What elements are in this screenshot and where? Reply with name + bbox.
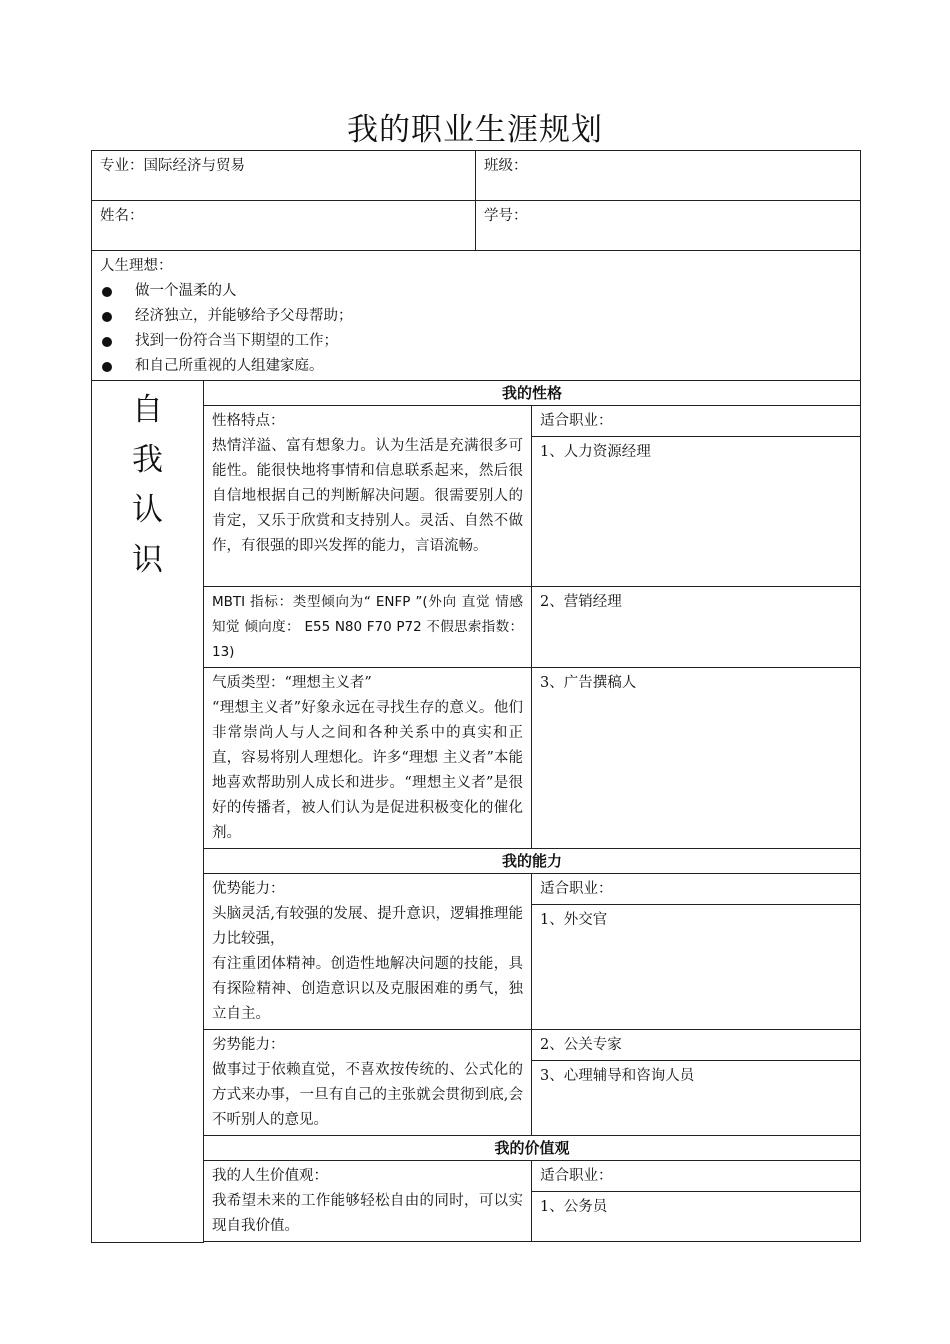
list-item: 经济独立，并能够给予父母帮助； <box>100 304 852 329</box>
mbti-cell: MBTI 指标：类型倾向为“ ENFP ”(外向 直觉 情感 知觉 倾向度： E55 N80 F70 P72 不假思索指数：13) <box>204 587 532 668</box>
life-values-text: 我希望未来的工作能够轻松自由的同时，可以实现自我价值。 <box>212 1193 523 1234</box>
weakness-text: 做事过于依赖直觉，不喜欢按传统的、公式化的方式来办事，一旦有自己的主张就会贯彻到底,会不听别人的意见。 <box>212 1062 523 1128</box>
weakness-cell <box>204 1030 532 1136</box>
temperament-label: 气质类型：“理想主义者” <box>212 675 372 691</box>
ability-job-1: 1、外交官 <box>532 905 861 1030</box>
personality-job-3: 3、广告撰稿人 <box>532 668 861 849</box>
strengths-text: 头脑灵活,有较强的发展、提升意识，逻辑推理能力比较强， 有注重团体精神。创造性地解决问题的技能，具有探险精神、创造意识以及克服困难的勇气，独立自主。 <box>212 906 523 1022</box>
ability-header: 我的能力 <box>204 849 861 874</box>
strengths-label: 优势能力： <box>212 881 285 897</box>
traits-text: 热情洋溢、富有想象力。认为生活是充满很多可能性。能很快地将事情和信息联系起来，然后很自信地根据自己的判断解决问题。很需要别人的肯定，又乐于欣赏和支持别人。灵活、自然不做作，有很强的即兴发挥的能力，言语流畅。 <box>212 438 523 554</box>
values-jobs-label: 适合职业： <box>532 1161 861 1192</box>
self-awareness-label: 自 我 认 识 <box>92 381 204 1243</box>
life-ideals-label: 人生理想： <box>100 258 173 274</box>
personality-traits-cell <box>204 406 532 587</box>
list-item: 做一个温柔的人 <box>100 279 852 304</box>
life-ideals-list <box>100 279 852 379</box>
class-cell: 班级： <box>476 151 861 201</box>
bullet-icon <box>102 312 112 322</box>
list-item: 和自己所重视的人组建家庭。 <box>100 354 852 379</box>
life-ideals-cell <box>92 251 861 381</box>
list-item: 找到一份符合当下期望的工作； <box>100 329 852 354</box>
temperament-cell <box>204 668 532 849</box>
bullet-icon <box>102 287 112 297</box>
ability-jobs-label: 适合职业： <box>532 874 861 905</box>
ability-job-2: 2、公关专家 <box>532 1030 861 1061</box>
traits-label: 性格特点： <box>212 413 285 429</box>
ability-job-3: 3、心理辅导和咨询人员 <box>532 1061 861 1136</box>
values-job-1: 1、公务员 <box>532 1192 861 1242</box>
personality-jobs-label: 适合职业： <box>532 406 861 437</box>
career-plan-table <box>91 150 861 1243</box>
student-id-cell: 学号： <box>476 201 861 251</box>
life-values-cell <box>204 1161 532 1242</box>
bullet-icon <box>102 337 112 347</box>
page-title: 我的职业生涯规划 <box>347 112 603 148</box>
values-header: 我的价值观 <box>204 1136 861 1161</box>
personality-job-1: 1、人力资源经理 <box>532 437 861 587</box>
life-values-label: 我的人生价值观： <box>212 1168 328 1184</box>
weakness-label: 劣势能力： <box>212 1037 285 1053</box>
name-cell: 姓名： <box>92 201 476 251</box>
strengths-cell <box>204 874 532 1030</box>
temperament-text: “理想主义者”好象永远在寻找生存的意义。他们非常崇尚人与人之间和各种关系中的真实和正直，容易将别人理想化。许多“理想 主义者”本能地喜欢帮助别人成长和进步。“理想主义者”是很好的传播者，被人们认为是促进积极变化的催化剂。 <box>212 700 523 841</box>
personality-job-2: 2、营销经理 <box>532 587 861 668</box>
major-cell: 专业：国际经济与贸易 <box>92 151 476 201</box>
personality-header: 我的性格 <box>204 381 861 406</box>
bullet-icon <box>102 362 112 372</box>
